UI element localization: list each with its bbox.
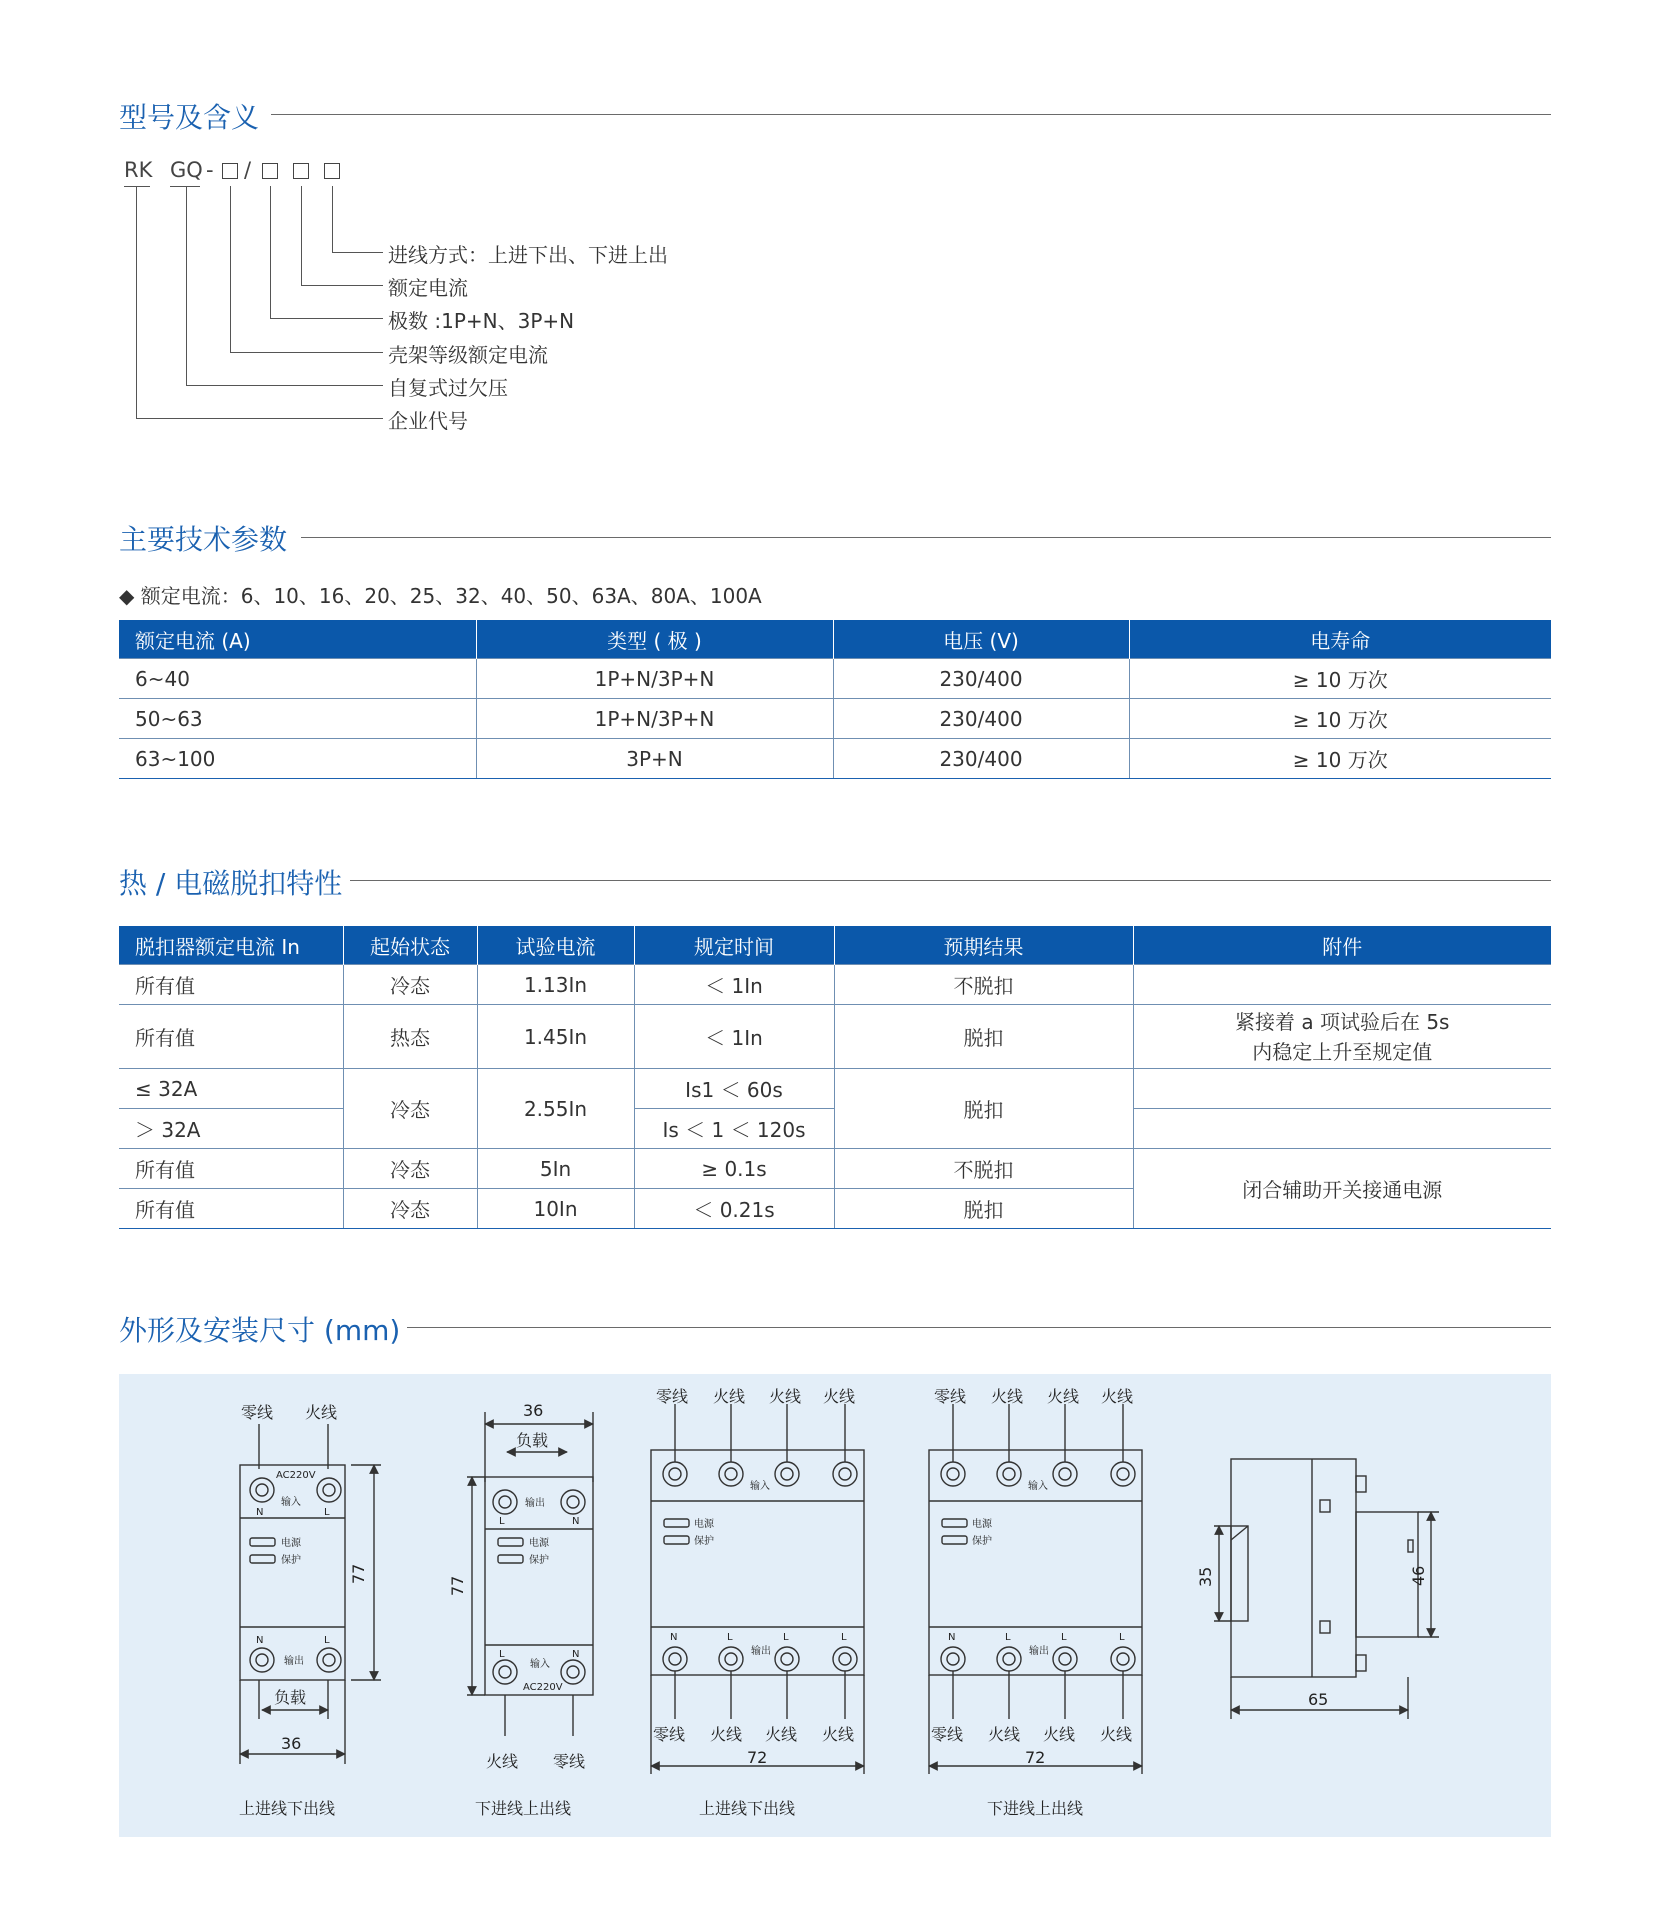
table-cell: 6~40 — [119, 659, 476, 699]
table-cell: 230/400 — [833, 699, 1129, 739]
label-zero: 零线 — [653, 1725, 686, 1744]
label-live: 火线 — [713, 1387, 746, 1406]
table-cell: 热态 — [343, 1005, 477, 1069]
table-header: 电寿命 — [1129, 620, 1551, 659]
table-cell: 冷态 — [343, 1149, 477, 1189]
table-header: 类型 ( 极 ) — [476, 620, 833, 659]
table-cell: 冷态 — [343, 1189, 477, 1229]
drawing-3pn-bottom-in — [929, 1404, 1142, 1774]
drawing-3pn-top-in — [651, 1404, 864, 1774]
table-cell: 5In — [477, 1149, 634, 1189]
dim-65: 65 — [1308, 1690, 1329, 1709]
table-cell: 63~100 — [119, 739, 476, 779]
label-zero: 零线 — [553, 1752, 586, 1771]
label-ac: AC220V — [276, 1470, 316, 1481]
table-cell: 所有值 — [119, 1189, 343, 1229]
table-cell: ≥ 10 万次 — [1129, 659, 1551, 699]
table-cell — [1133, 965, 1551, 1005]
table-row — [119, 659, 1551, 699]
table-header: 规定时间 — [634, 926, 834, 965]
table-cell: Is1 ＜ 60s — [634, 1069, 834, 1109]
label-l: L — [841, 1632, 847, 1643]
rated-current-list: ◆ 额定电流：6、10、16、20、25、32、40、50、63A、80A、100A — [119, 584, 762, 608]
table-cell: 1P+N/3P+N — [476, 659, 833, 699]
code-prefix: RK — [124, 158, 153, 182]
label-output: 输出 — [284, 1656, 304, 1667]
leader-line — [136, 186, 383, 419]
label-l: L — [1061, 1632, 1067, 1643]
label-live: 火线 — [1100, 1725, 1133, 1744]
table-cell: ≥ 0.1s — [634, 1149, 834, 1189]
label-protect: 保护 — [694, 1536, 714, 1547]
table-cell: ≥ 10 万次 — [1129, 739, 1551, 779]
accessory-note-line: 紧接着 a 项试验后在 5s — [1235, 1009, 1450, 1034]
table-cell: ＜ 1In — [634, 965, 834, 1005]
label-l: L — [783, 1632, 789, 1643]
table-cell: 不脱扣 — [834, 965, 1133, 1005]
table-row — [119, 699, 1551, 739]
meaning-wiring: 进线方式：上进下出、下进上出 — [388, 243, 668, 267]
label-output: 输出 — [525, 1498, 545, 1509]
table-cell: 1P+N/3P+N — [476, 699, 833, 739]
label-n: N — [256, 1635, 264, 1646]
trip-table — [119, 926, 1551, 1229]
meaning-rated-current: 额定电流 — [388, 276, 468, 300]
label-zero: 零线 — [241, 1403, 274, 1422]
label-output: 输出 — [1029, 1646, 1049, 1657]
table-cell: 10In — [477, 1189, 634, 1229]
label-l: L — [727, 1632, 733, 1643]
table-cell: ＜ 0.21s — [634, 1189, 834, 1229]
accessory-note-line: 内稳定上升至规定值 — [1252, 1039, 1433, 1064]
table-cell: 1.45In — [477, 1005, 634, 1069]
spec-table — [119, 620, 1551, 779]
table-header-row — [119, 926, 1551, 965]
table-cell: 1.13In — [477, 965, 634, 1005]
table-header: 额定电流 (A) — [119, 620, 476, 659]
dim-35: 35 — [1196, 1566, 1215, 1587]
label-live: 火线 — [822, 1725, 855, 1744]
dim-72: 72 — [747, 1748, 768, 1767]
label-load: 负载 — [274, 1688, 307, 1707]
code-box-3 — [293, 163, 309, 179]
caption-bottom-in: 下进线上出线 — [987, 1799, 1084, 1818]
table-header: 预期结果 — [834, 926, 1133, 965]
table-cell: 不脱扣 — [834, 1149, 1133, 1189]
label-load: 负载 — [516, 1431, 549, 1450]
label-live: 火线 — [823, 1387, 856, 1406]
table-cell: Is ＜ 1 ＜ 120s — [634, 1109, 834, 1149]
table-cell: ≤ 32A — [119, 1069, 343, 1109]
caption-top-in: 上进线下出线 — [239, 1799, 336, 1818]
table-cell: 230/400 — [833, 739, 1129, 779]
dim-36: 36 — [281, 1734, 302, 1753]
caption-bottom-in: 下进线上出线 — [475, 1799, 572, 1818]
table-row — [119, 1069, 1551, 1109]
label-live: 火线 — [305, 1403, 338, 1422]
label-output: 输出 — [751, 1646, 771, 1657]
table-cell: 所有值 — [119, 1149, 343, 1189]
code-box-2 — [262, 163, 278, 179]
section-title-model: 型号及含义 — [119, 101, 260, 134]
meaning-recloser: 自复式过欠压 — [388, 376, 508, 400]
table-cell: ＞ 32A — [119, 1109, 343, 1149]
label-live: 火线 — [486, 1752, 519, 1771]
code-slash: / — [244, 158, 252, 182]
section-rule — [301, 537, 1551, 538]
label-input: 输入 — [530, 1659, 550, 1670]
label-live: 火线 — [1047, 1387, 1080, 1406]
label-zero: 零线 — [656, 1387, 689, 1406]
section-title-dims: 外形及安装尺寸 (mm) — [119, 1314, 401, 1347]
dim-46: 46 — [1409, 1565, 1428, 1586]
table-row — [119, 1005, 1551, 1069]
label-n: N — [256, 1507, 264, 1518]
code-box-1 — [222, 163, 238, 179]
label-n: N — [948, 1632, 956, 1643]
table-cell — [1133, 1005, 1551, 1069]
table-cell — [1133, 1109, 1551, 1149]
section-title-trip: 热 / 电磁脱扣特性 — [119, 867, 343, 900]
label-input: 输入 — [1028, 1481, 1048, 1492]
table-cell: 冷态 — [343, 965, 477, 1005]
label-live: 火线 — [765, 1725, 798, 1744]
label-l: L — [324, 1507, 330, 1518]
label-live: 火线 — [1101, 1387, 1134, 1406]
label-protect: 保护 — [281, 1555, 301, 1566]
table-row — [119, 1149, 1551, 1189]
table-cell — [1133, 1069, 1551, 1109]
table-cell: 脱扣 — [834, 1069, 1133, 1149]
meaning-company-code: 企业代号 — [388, 409, 468, 433]
table-row — [119, 739, 1551, 779]
label-zero: 零线 — [931, 1725, 964, 1744]
label-n: N — [572, 1516, 580, 1527]
dim-77: 77 — [349, 1563, 368, 1584]
table-cell: 所有值 — [119, 1005, 343, 1069]
table-cell: 2.55In — [477, 1069, 634, 1149]
table-cell: 50~63 — [119, 699, 476, 739]
meaning-frame-current: 壳架等级额定电流 — [388, 343, 548, 367]
label-l: L — [324, 1635, 330, 1646]
table-header: 电压 (V) — [833, 620, 1129, 659]
table-cell: 230/400 — [833, 659, 1129, 699]
label-power: 电源 — [972, 1519, 992, 1530]
label-protect: 保护 — [972, 1536, 992, 1547]
label-power: 电源 — [529, 1538, 549, 1549]
dimension-diagram-panel — [119, 1374, 1551, 1837]
table-header: 试验电流 — [477, 926, 634, 965]
table-cell: 脱扣 — [834, 1005, 1133, 1069]
label-ac: AC220V — [523, 1682, 563, 1693]
label-l: L — [499, 1516, 505, 1527]
caption-top-in: 上进线下出线 — [699, 1799, 796, 1818]
table-header: 脱扣器额定电流 In — [119, 926, 343, 965]
code-box-4 — [324, 163, 340, 179]
meaning-poles: 极数 :1P+N、3P+N — [388, 309, 575, 333]
code-series: GQ — [170, 158, 203, 182]
section-title-params: 主要技术参数 — [119, 523, 288, 556]
table-cell: ＜ 1In — [634, 1005, 834, 1069]
label-n: N — [670, 1632, 678, 1643]
table-cell: 脱扣 — [834, 1189, 1133, 1229]
table-header: 附件 — [1133, 926, 1551, 965]
table-header-row — [119, 620, 1551, 659]
label-live: 火线 — [991, 1387, 1024, 1406]
label-l: L — [1005, 1632, 1011, 1643]
table-cell: 3P+N — [476, 739, 833, 779]
dim-36: 36 — [523, 1401, 544, 1420]
table-cell: 冷态 — [343, 1069, 477, 1149]
dim-72: 72 — [1025, 1748, 1046, 1767]
label-l: L — [499, 1649, 505, 1660]
label-live: 火线 — [988, 1725, 1021, 1744]
drawing-side-view — [1214, 1459, 1439, 1719]
label-input: 输入 — [281, 1497, 301, 1508]
section-rule — [407, 1327, 1551, 1328]
label-live: 火线 — [769, 1387, 802, 1406]
label-live: 火线 — [1043, 1725, 1076, 1744]
label-input: 输入 — [750, 1481, 770, 1492]
label-live: 火线 — [710, 1725, 743, 1744]
section-rule — [271, 114, 1551, 115]
label-l: L — [1119, 1632, 1125, 1643]
label-n: N — [572, 1649, 580, 1660]
table-header: 起始状态 — [343, 926, 477, 965]
table-cell: 闭合辅助开关接通电源 — [1133, 1149, 1551, 1229]
label-protect: 保护 — [529, 1555, 549, 1566]
code-dash: - — [206, 158, 214, 182]
table-cell: 所有值 — [119, 965, 343, 1005]
label-power: 电源 — [694, 1519, 714, 1530]
table-row — [119, 965, 1551, 1005]
table-cell: ≥ 10 万次 — [1129, 699, 1551, 739]
dim-77: 77 — [448, 1575, 467, 1596]
dimension-drawings — [119, 1374, 1551, 1837]
section-rule — [350, 880, 1551, 881]
label-zero: 零线 — [934, 1387, 967, 1406]
label-power: 电源 — [281, 1538, 301, 1549]
